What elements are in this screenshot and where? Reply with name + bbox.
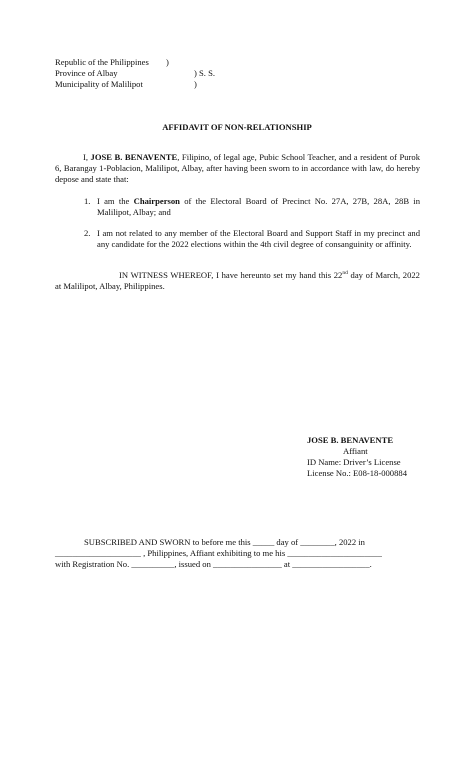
intro-text: , Filipino, of legal age, Pubic School Teacher, and a resident of Purok 6, Barangay 1-Poblacion, Malilipot, Albay, after having been sworn to in accordance with law, do hereby depose and state that: — [55, 152, 420, 184]
document-title: AFFIDAVIT OF NON-RELATIONSHIP — [162, 122, 312, 132]
republic-line: Republic of the Philippines — [55, 57, 149, 67]
municipality-line: Municipality of Malilipot — [55, 79, 143, 89]
witness-before: IN WITNESS WHEREOF, I have hereunto set my hand this 22 — [119, 270, 343, 280]
item-1-prefix: I am the — [97, 196, 134, 206]
signature-name: JOSE B. BENAVENTE — [307, 435, 394, 445]
item-1-role: Chairperson — [133, 196, 180, 206]
witness-after: day of March, 2022 at Malilipot, Albay, Philippines. — [55, 270, 420, 291]
province-line: Province of Albay — [55, 68, 118, 78]
ss-label: ) S. S. — [194, 68, 216, 78]
affiant-name: JOSE B. BENAVENTE — [90, 152, 178, 162]
signature-role: Affiant — [343, 446, 368, 456]
municipality-paren: ) — [194, 79, 197, 89]
jurat-line-1: SUBSCRIBED AND SWORN to before me this _____ day of ________, 2022 in — [84, 537, 365, 547]
signature-license: License No.: E08-18-000884 — [307, 468, 407, 478]
signature-id-name: ID Name: Driver’s License — [307, 457, 401, 467]
republic-paren: ) — [166, 57, 169, 67]
item-1-text — [97, 196, 420, 218]
item-1-rest: of the Electoral Board of Precinct No. 27A, 27B, 28A, 28B in Malilipot, Albay; and — [97, 196, 420, 217]
witness-sup: nd — [342, 270, 348, 277]
jurat-line-3: with Registration No. __________, issued on ________________ at __________________. — [55, 559, 372, 569]
item-1-number: 1. — [84, 196, 91, 206]
intro-paragraph — [55, 152, 420, 185]
intro-prefix: I, — [83, 152, 91, 162]
jurat-line-2: ____________________ , Philippines, Affiant exhibiting to me his ______________________ — [55, 548, 382, 558]
witness-paragraph — [55, 270, 420, 292]
item-2-number: 2. — [84, 228, 91, 238]
item-2-text: I am not related to any member of the Electoral Board and Support Staff in my precinct and any candidate for the 2022 elections within the 4th civil degree of consanguinity or affinity. — [97, 228, 420, 249]
